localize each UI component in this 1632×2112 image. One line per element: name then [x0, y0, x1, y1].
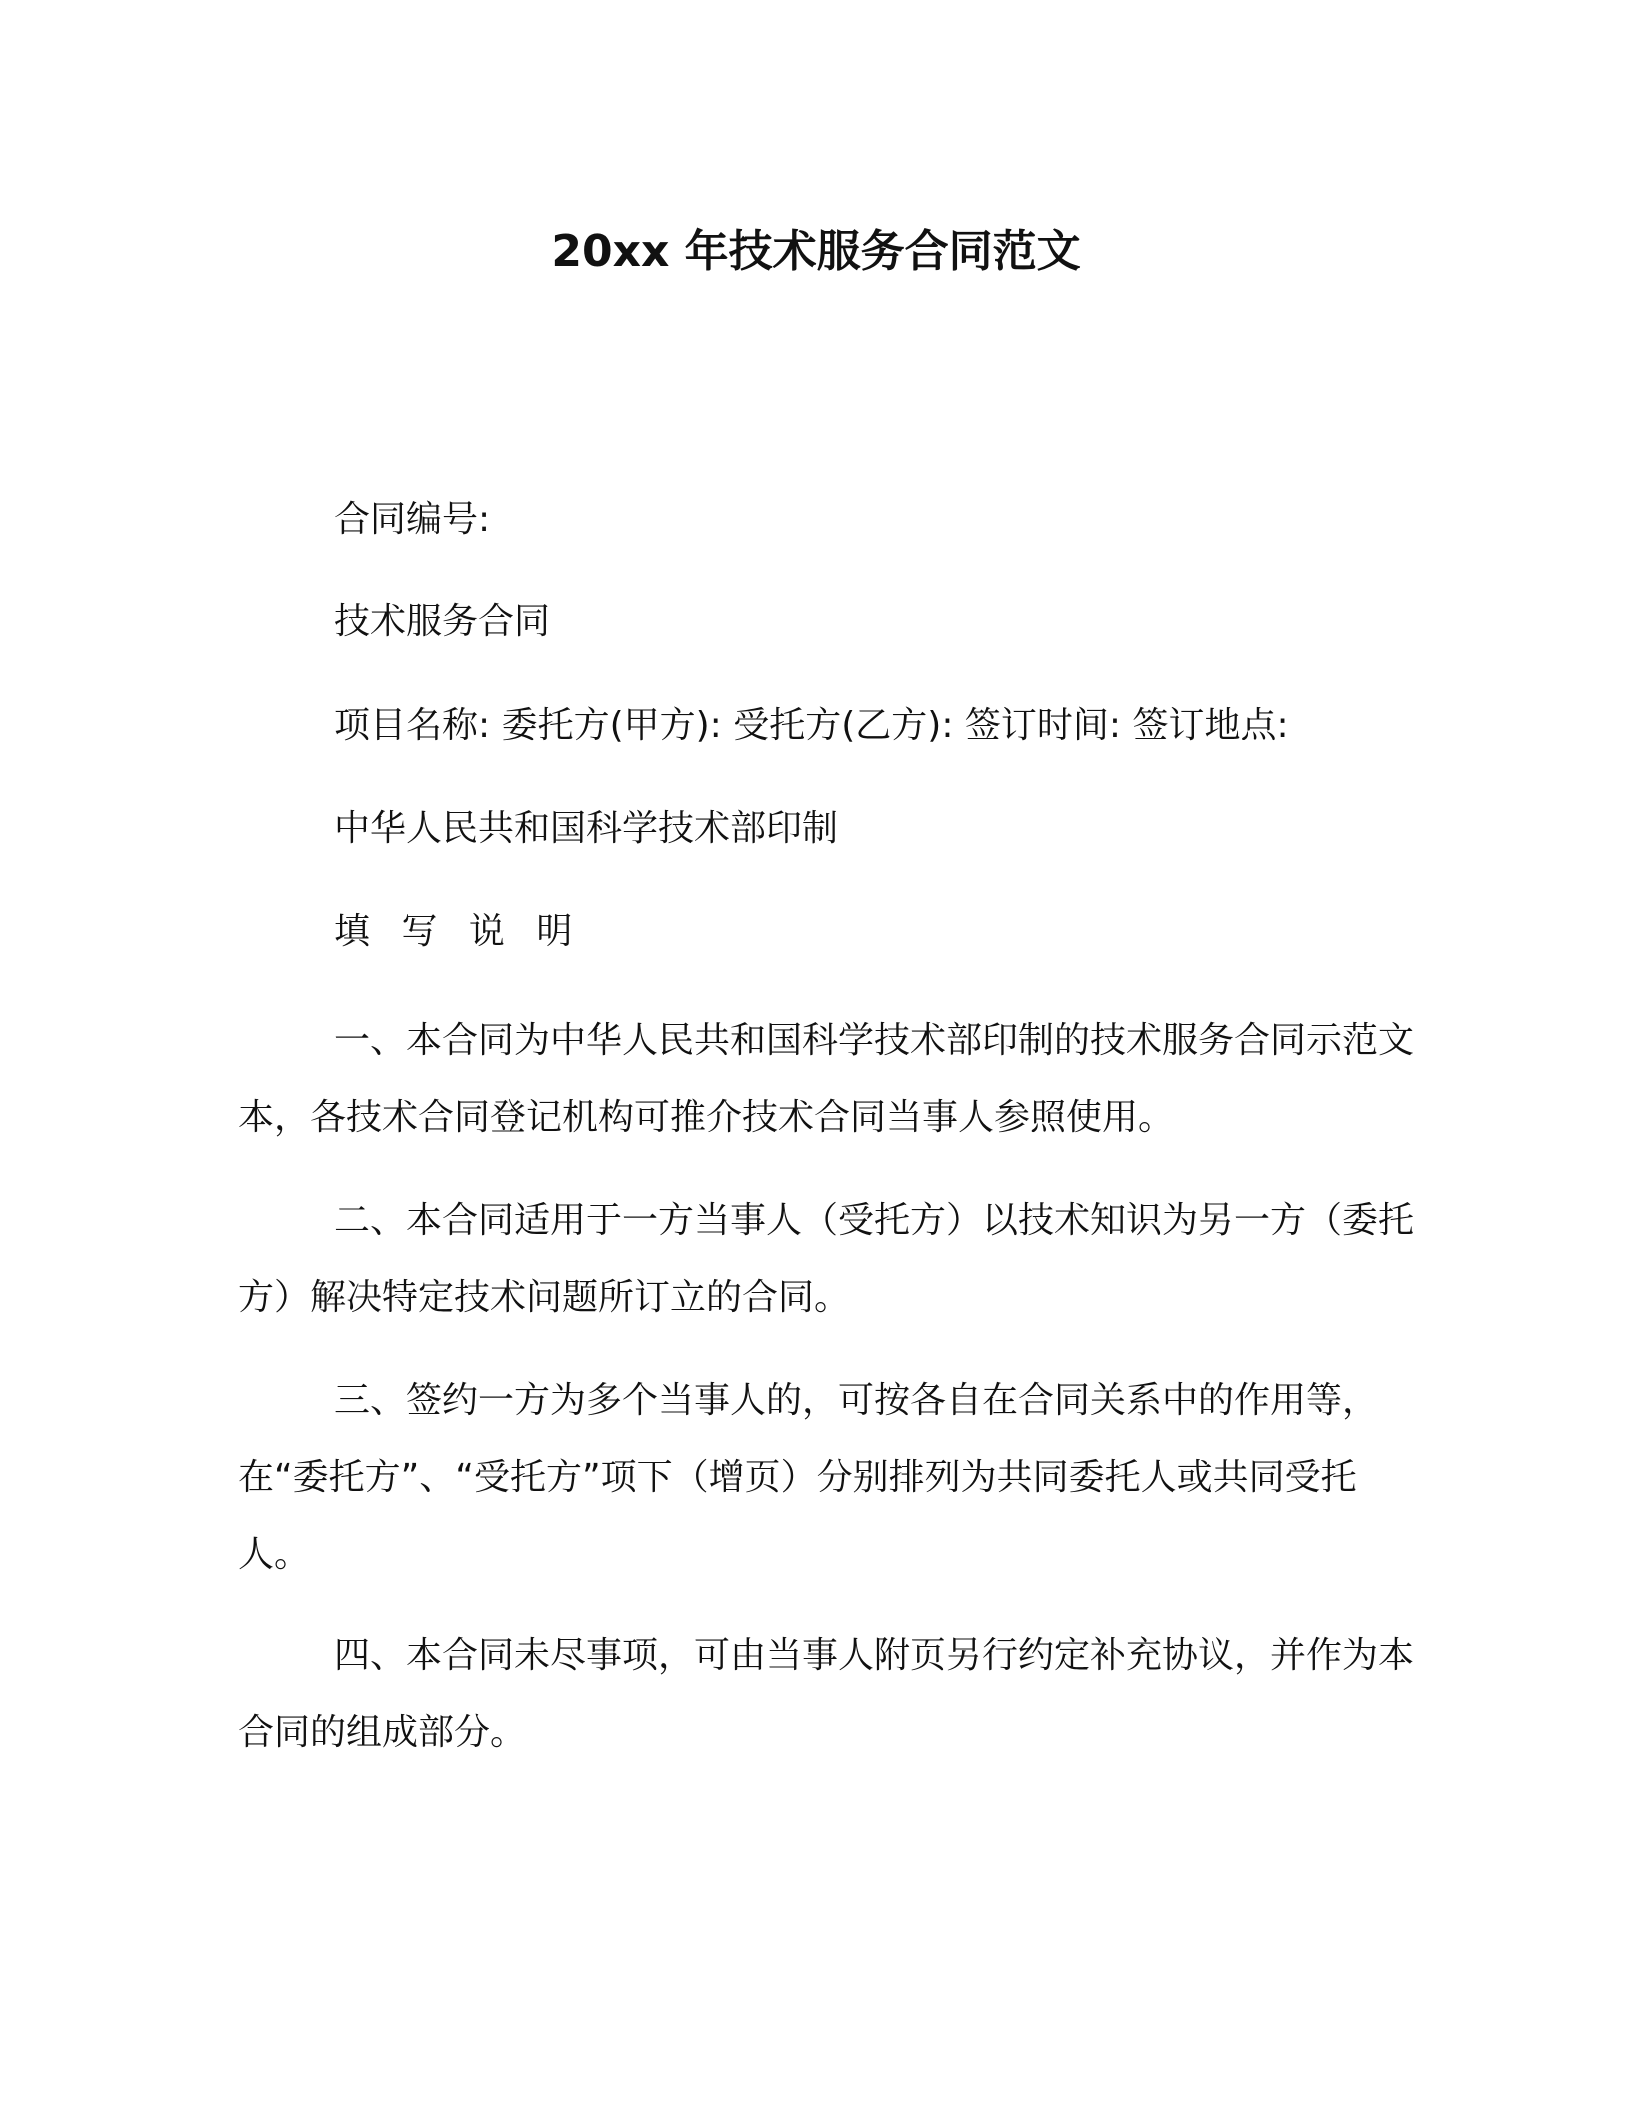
contract-fields-line: 项目名称: 委托方(甲方): 受托方(乙方): 签订时间: 签订地点: [334, 705, 1289, 746]
document-title: 20xx 年技术服务合同范文 [551, 226, 1081, 277]
instruction-paragraph-3: 三、签约一方为多个当事人的，可按各自在合同关系中的作用等，在“委托方”、“受托方”项下（增页）分别排列为共同委托人或共同受托人。 [238, 1380, 1379, 1575]
instruction-paragraph-4: 四、本合同未尽事项，可由当事人附页另行约定补充协议，并作为本合同的组成部分。 [238, 1635, 1415, 1753]
instructions-heading: 填 写 说 明 [334, 911, 583, 952]
contract-type: 技术服务合同 [334, 601, 551, 642]
instruction-paragraph-1: 一、本合同为中华人民共和国科学技术部印制的技术服务合同示范文本，各技术合同登记机构可推介技术合同当事人参照使用。 [238, 1020, 1415, 1138]
instruction-paragraph-2: 二、本合同适用于一方当事人（受托方）以技术知识为另一方（委托方）解决特定技术问题所订立的合同。 [238, 1200, 1415, 1318]
contract-number-label: 合同编号: [334, 499, 491, 540]
printed-by: 中华人民共和国科学技术部印制 [334, 808, 839, 849]
